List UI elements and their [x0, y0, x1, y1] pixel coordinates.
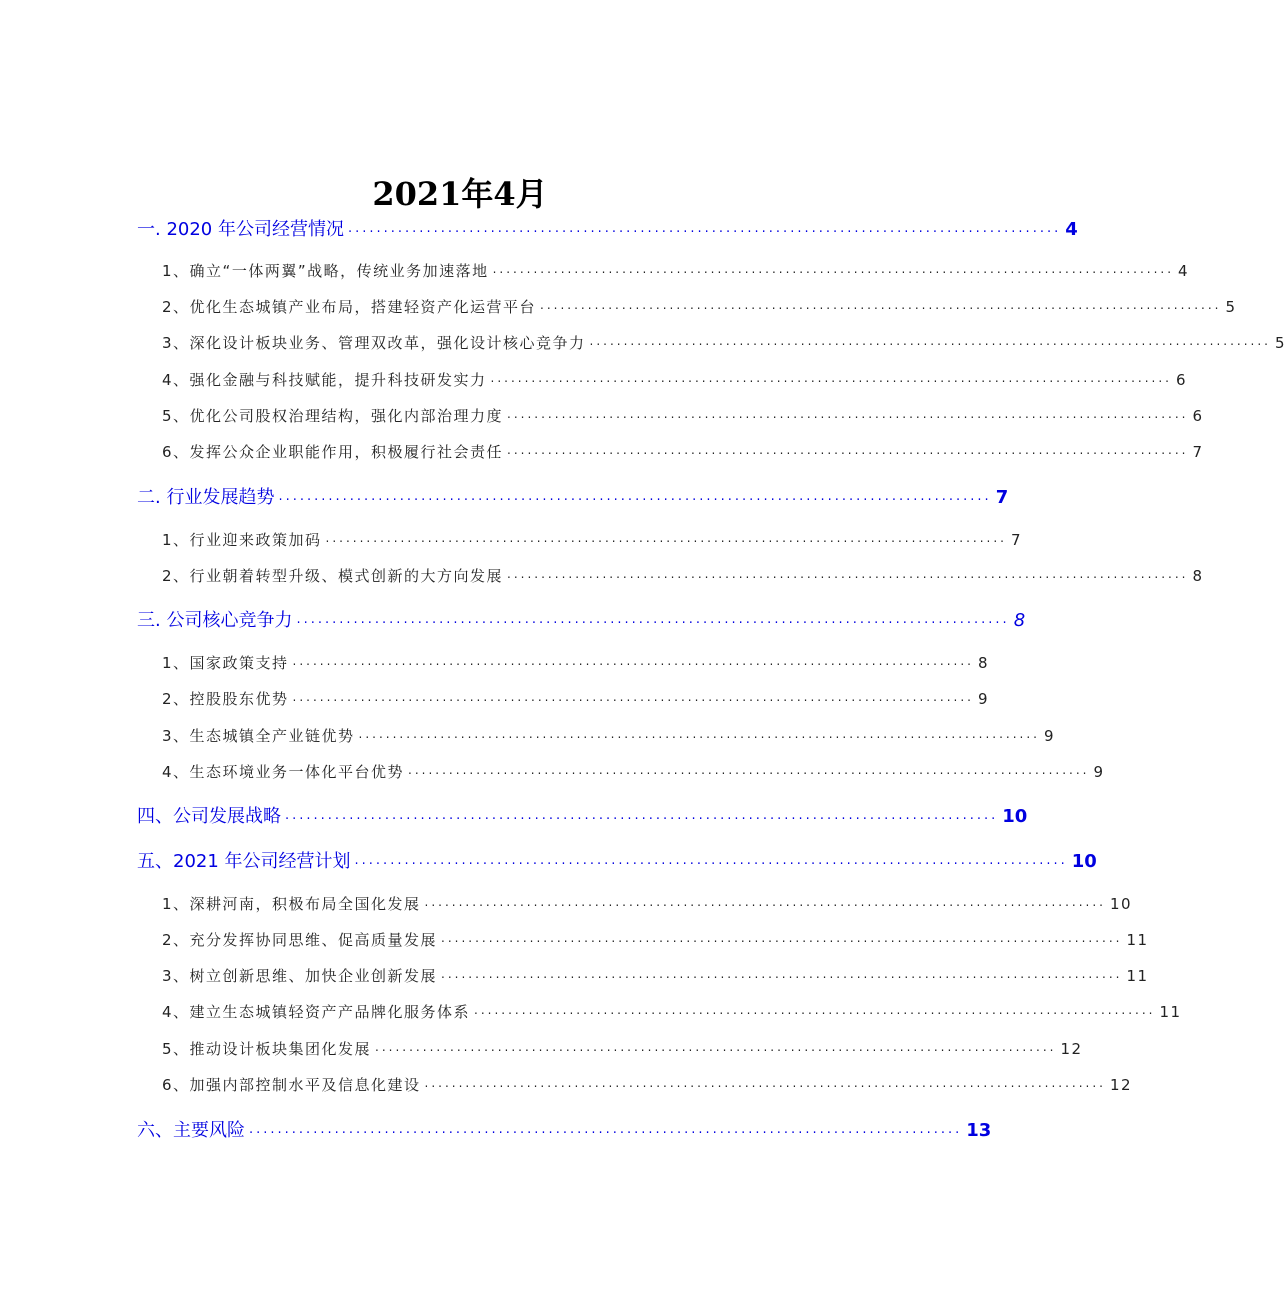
toc-page-number: 4 [1178, 262, 1190, 280]
toc-dot-leader: .................................................................................................... [492, 262, 1175, 276]
toc-entry-label: 四、公司发展战略 [137, 806, 281, 827]
toc-dot-leader: .................................................................................................... [507, 407, 1189, 421]
toc-dot-leader: .................................................................................................... [408, 763, 1090, 777]
toc-dot-leader: .................................................................................................... [296, 612, 1010, 627]
toc-entry-label: 4、建立生态城镇轻资产产品牌化服务体系 [162, 1003, 471, 1021]
toc-entry-label: 3、深化设计板块业务、管理双改革，强化设计核心竞争力 [162, 334, 586, 352]
toc-item-link[interactable] [162, 295, 1237, 319]
toc-entry-label: 六、主要风险 [137, 1120, 245, 1141]
toc-entry-label: 4、强化金融与科技赋能，提升科技研发实力 [162, 371, 487, 389]
toc-dot-leader: .................................................................................................... [358, 727, 1040, 741]
toc-page-number: 7 [1011, 531, 1023, 549]
toc-page-number: 4 [1065, 219, 1078, 240]
toc-entry-label: 6、加强内部控制水平及信息化建设 [162, 1076, 421, 1094]
toc-section-link[interactable] [137, 484, 1009, 512]
toc-page-number: 5 [1225, 298, 1237, 316]
toc-dot-leader: .................................................................................................... [507, 567, 1189, 581]
toc-page-number: 6 [1192, 407, 1204, 425]
toc-entry-label: 3、树立创新思维、加快企业创新发展 [162, 967, 438, 985]
toc-item-link[interactable] [162, 368, 1188, 392]
toc-dot-leader: .................................................................................................... [490, 371, 1172, 385]
toc-section-link[interactable] [137, 216, 1078, 244]
toc-dot-leader: .................................................................................................... [540, 298, 1222, 312]
toc-page-number: 9 [1044, 727, 1056, 745]
toc-item-link[interactable] [162, 331, 1286, 355]
toc-page-number: 10 [1071, 851, 1097, 872]
toc-dot-leader: .................................................................................................... [375, 1040, 1057, 1054]
toc-item-link[interactable] [162, 259, 1190, 283]
toc-page-number: 11 [1126, 931, 1149, 949]
toc-item-link[interactable] [162, 687, 990, 711]
toc-dot-leader: .................................................................................................... [424, 895, 1106, 909]
toc-entry-label: 1、深耕河南，积极布局全国化发展 [162, 895, 421, 913]
toc-section-link[interactable] [137, 607, 1026, 635]
toc-page-number: 7 [1192, 443, 1204, 461]
toc-section-link[interactable] [137, 848, 1097, 876]
toc-item-link[interactable] [162, 892, 1133, 916]
toc-entry-label: 2、优化生态城镇产业布局，搭建轻资产化运营平台 [162, 298, 537, 316]
toc-page-number: 8 [1192, 567, 1204, 585]
toc-item-link[interactable] [162, 964, 1149, 988]
toc-entry-label: 6、发挥公众企业职能作用，积极履行社会责任 [162, 443, 504, 461]
toc-page-number: 9 [978, 690, 990, 708]
toc-item-link[interactable] [162, 564, 1204, 588]
toc-item-link[interactable] [162, 1000, 1182, 1024]
toc-page-number: 13 [966, 1120, 992, 1141]
toc-entry-label: 1、确立“一体两翼”战略，传统业务加速落地 [162, 262, 489, 280]
toc-page-number: 5 [1275, 334, 1286, 352]
toc-entry-label: 4、生态环境业务一体化平台优势 [162, 763, 405, 781]
toc-page-number: 10 [1002, 806, 1028, 827]
toc-item-link[interactable] [162, 760, 1105, 784]
toc-page-number: 10 [1110, 895, 1133, 913]
toc-item-link[interactable] [162, 528, 1023, 552]
toc-dot-leader: .................................................................................................... [441, 931, 1123, 945]
toc-dot-leader: .................................................................................................... [441, 967, 1123, 981]
toc-dot-leader: .................................................................................................... [292, 654, 974, 668]
toc-dot-leader: .................................................................................................... [589, 334, 1271, 348]
toc-item-link[interactable] [162, 651, 990, 675]
toc-dot-leader: .................................................................................................... [474, 1003, 1156, 1017]
toc-entry-label: 2、行业朝着转型升级、模式创新的大方向发展 [162, 567, 504, 585]
toc-section-link[interactable] [137, 803, 1028, 831]
toc-dot-leader: .................................................................................................... [347, 221, 1062, 236]
toc-item-link[interactable] [162, 928, 1149, 952]
toc-dot-leader: .................................................................................................... [507, 443, 1189, 457]
toc-entry-label: 2、控股股东优势 [162, 690, 289, 708]
toc-page-number: 9 [1093, 763, 1105, 781]
page-title: 2021年4月 [372, 175, 548, 213]
toc-page-number: 7 [995, 487, 1009, 508]
toc-dot-leader: .................................................................................................... [292, 690, 974, 704]
toc-entry-label: 2、充分发挥协同思维、促高质量发展 [162, 931, 438, 949]
toc-item-link[interactable] [162, 724, 1056, 748]
toc-item-link[interactable] [162, 1073, 1133, 1097]
toc-entry-label: 1、国家政策支持 [162, 654, 289, 672]
toc-entry-label: 5、推动设计板块集团化发展 [162, 1040, 372, 1058]
toc-page-number: 11 [1126, 967, 1149, 985]
toc-dot-leader: .................................................................................................... [325, 531, 1007, 545]
toc-item-link[interactable] [162, 1037, 1083, 1061]
toc-dot-leader: .................................................................................................... [285, 808, 999, 823]
toc-page-number: 11 [1159, 1003, 1182, 1021]
toc-item-link[interactable] [162, 404, 1204, 428]
toc-entry-label: 一. 2020 年公司经营情况 [137, 219, 344, 240]
toc-entry-label: 二. 行业发展趋势 [137, 487, 275, 508]
toc-page-number: 12 [1110, 1076, 1133, 1094]
toc-page-number: 8 [978, 654, 990, 672]
toc-page-number: 12 [1060, 1040, 1083, 1058]
toc-entry-label: 5、优化公司股权治理结构，强化内部治理力度 [162, 407, 504, 425]
toc-dot-leader: .................................................................................................... [354, 853, 1068, 868]
toc-dot-leader: .................................................................................................... [249, 1122, 963, 1137]
toc-dot-leader: .................................................................................................... [424, 1076, 1106, 1090]
toc-entry-label: 三. 公司核心竞争力 [137, 610, 293, 631]
toc-entry-label: 五、2021 年公司经营计划 [137, 851, 351, 872]
toc-dot-leader: .................................................................................................... [278, 489, 992, 504]
toc-page-number: 6 [1176, 371, 1188, 389]
toc-page-number: 8 [1013, 610, 1026, 631]
toc-entry-label: 1、行业迎来政策加码 [162, 531, 322, 549]
toc-entry-label: 3、生态城镇全产业链优势 [162, 727, 355, 745]
toc-section-link[interactable] [137, 1117, 992, 1145]
toc-item-link[interactable] [162, 440, 1204, 464]
